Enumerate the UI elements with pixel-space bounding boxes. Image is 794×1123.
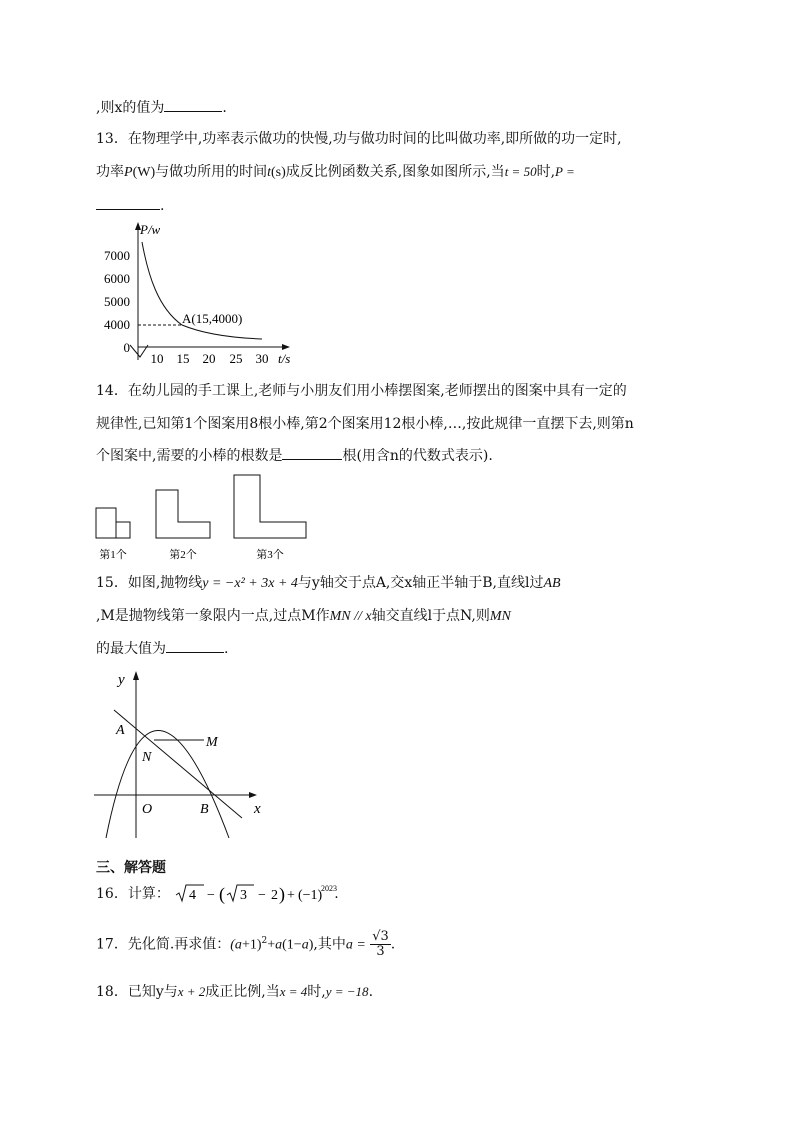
q14-line1: 14．在幼儿园的手工课上,老师与小朋友们用小棒摆图案,老师摆出的图案中具有一定的 xyxy=(96,383,627,399)
svg-text:−: − xyxy=(207,888,216,903)
x-axis-arrow xyxy=(282,344,290,350)
pattern-1 xyxy=(96,508,130,538)
stick-patterns xyxy=(94,470,314,565)
q16-expression xyxy=(174,883,338,905)
pattern-3 xyxy=(234,475,306,538)
svg-text:3: 3 xyxy=(240,888,248,903)
answer-blank xyxy=(282,445,342,460)
pattern-2 xyxy=(156,490,210,538)
x-tick: 30 xyxy=(255,351,269,366)
pattern-label: 第1个 xyxy=(99,549,127,561)
q15-line2: ,M是抛物线第一象限内一点,过点M作MN // x轴交直线l于点N,则MN xyxy=(96,608,511,624)
svg-text:(−1): (−1) xyxy=(298,888,323,903)
label-b: B xyxy=(200,802,209,817)
answer-blank xyxy=(164,97,222,112)
label-m: M xyxy=(206,735,218,750)
x-tick: 20 xyxy=(202,351,216,366)
line-l xyxy=(114,710,242,818)
power-time-graph xyxy=(96,220,306,370)
q13-line1: 13．在物理学中,功率表示做功的快慢,功与做功时间的比叫做功率,即所做的功一定时, xyxy=(96,131,622,147)
section-heading: 三、解答题 xyxy=(96,860,166,876)
x-tick: 15 xyxy=(176,351,190,366)
svg-text:): ) xyxy=(279,884,286,904)
label-a: A xyxy=(116,723,125,738)
label-x: x xyxy=(254,801,261,817)
answer-blank xyxy=(96,195,160,210)
svg-text:2: 2 xyxy=(271,888,279,903)
parabola-graph xyxy=(94,668,274,843)
q17: 17．先化简.再求值：$(a+1)^2+a(1-a)$,其中a = $\frac{√3}{3}$ . xyxy=(96,929,396,959)
point-a-label: A(15,4000) xyxy=(182,311,243,326)
answer-blank xyxy=(166,638,224,653)
label-y: y xyxy=(118,672,125,688)
y-tick: 4000 xyxy=(104,317,130,332)
x-tick: 10 xyxy=(150,351,164,366)
y-tick: 5000 xyxy=(104,294,130,309)
svg-text:4: 4 xyxy=(189,888,197,903)
q14-line2: 规律性,已知第1个图案用8根小棒,第2个图案用12根小棒,…,按此规律一直摆下去,则第n xyxy=(96,416,634,432)
q15-line1: 15．如图,抛物线y = −x² + 3x + 4与y轴交于点A,交x轴正半轴于B,直线l过AB xyxy=(96,575,561,591)
svg-text:−: − xyxy=(258,888,267,903)
y-tick: 0 xyxy=(123,340,130,355)
q13-answer-line: . xyxy=(96,195,164,216)
x-axis-label: t/s xyxy=(278,351,291,366)
x-tick: 25 xyxy=(229,351,243,366)
svg-text:(: ( xyxy=(219,884,226,904)
svg-text:2023: 2023 xyxy=(321,884,338,893)
q13-line2: 功率P(W)与做功所用的时间t(s)成反比例函数关系,图象如图所示,当t = 50时,P = xyxy=(96,164,575,180)
q12-tail: ,则x的值为 . xyxy=(96,97,227,118)
pattern-label: 第2个 xyxy=(169,549,197,561)
y-axis-arrow xyxy=(133,671,139,680)
sqrt3-over-3: $\frac{√3}{3}$ xyxy=(372,929,389,959)
q18: 18．已知y与x + 2成正比例,当x = 4时,y = −18. xyxy=(96,984,374,1000)
q14-line3: 个图案中,需要的小棒的根数是 根(用含n的代数式表示). xyxy=(96,445,493,466)
y-axis-label: P/w xyxy=(140,222,161,237)
q16: 16．计算： 4 − ( 3 − 2 ) + (−1) 2023 . xyxy=(96,884,339,904)
y-tick: 6000 xyxy=(104,271,130,286)
x-axis-arrow xyxy=(249,792,257,798)
pattern-label: 第3个 xyxy=(256,549,284,561)
y-tick: 7000 xyxy=(104,248,130,263)
label-o: O xyxy=(142,802,153,817)
label-n: N xyxy=(142,750,152,765)
q15-line3: 的最大值为 . xyxy=(96,638,228,659)
svg-text:+: + xyxy=(287,888,296,903)
